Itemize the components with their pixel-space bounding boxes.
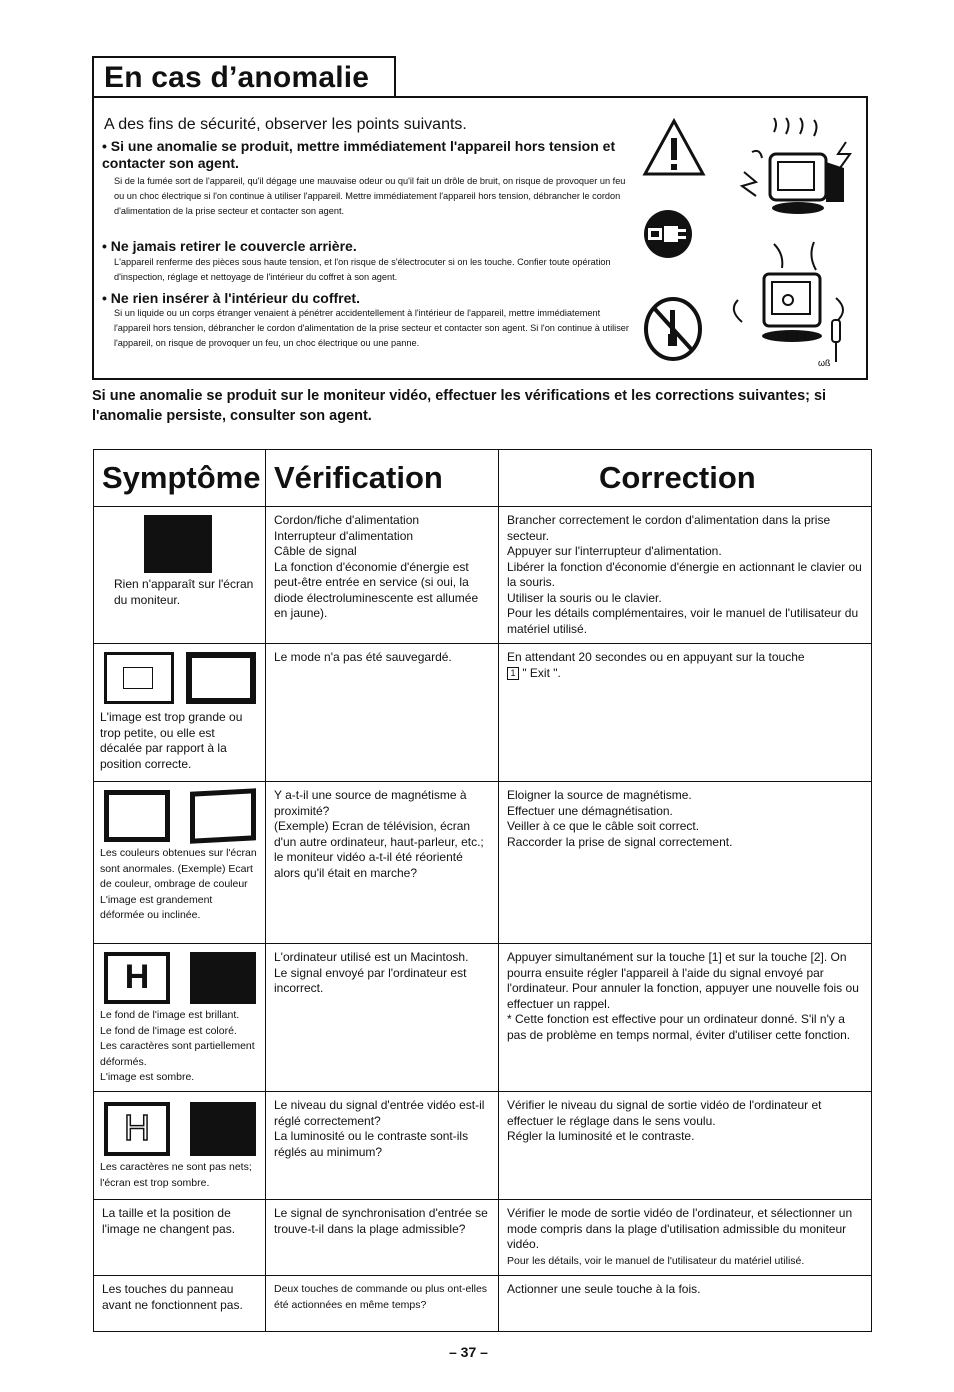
verification-text: Le niveau du signal d'entrée vidéo est-il réglé correctement? La luminosité ou le contraste sont-ils réglés au minimum? — [274, 1098, 485, 1159]
title-box — [92, 56, 396, 98]
correction-text: Vérifier le mode de sortie vidéo de l'ordinateur, et sélectionner un mode compris dans la plage d'utilisation admissible du moniteur vidéo. — [507, 1206, 853, 1251]
symptom-text: Les touches du panneau avant ne fonctionnent pas. — [102, 1282, 243, 1312]
small-image-screen-icon — [104, 652, 174, 704]
dark-screen-icon — [190, 952, 256, 1004]
symptom-text: Les caractères ne sont pas nets; l'écran est trop sombre. — [100, 1161, 252, 1189]
correction-text: Eloigner la source de magnétisme. Effectuer une démagnétisation. Veiller à ce que le câble soit correct. Raccorder la prise de signal correctement. — [507, 788, 733, 849]
table-row — [94, 782, 872, 944]
safety-item-1-head: • Si une anomalie se produit, mettre immédiatement l'appareil hors tension et contacter son agent. — [102, 138, 616, 171]
unplug-icon — [642, 208, 694, 260]
safety-item-2-head: • Ne jamais retirer le couvercle arrière. — [102, 238, 357, 254]
verification-text: L'ordinateur utilisé est un Macintosh. Le signal envoyé par l'ordinateur est incorrect. — [274, 950, 469, 995]
table-row — [94, 1092, 872, 1200]
symptom-text: Le fond de l'image est brillant. Le fond de l'image est coloré. Les caractères sont partiellement déformés. L'image est sombre. — [100, 1009, 255, 1083]
symptom-text: Les couleurs obtenues sur l'écran sont anormales. (Exemple) Ecart de couleur, ombrage de couleur L'image est grandement déformée ou inclinée. — [100, 847, 257, 921]
monitor-screwdriver-illustration — [714, 238, 864, 378]
smudge-text: ωß — [818, 358, 831, 368]
safety-intro: A des fins de sécurité, observer les points suivants. — [104, 116, 467, 133]
verification-text: Cordon/fiche d'alimentation Interrupteur d'alimentation Câble de signal La fonction d'économie d'énergie est peut-être entrée en service (si oui, la diode électroluminescente est allumée en jaune). — [274, 513, 479, 620]
warning-triangle-icon — [642, 118, 706, 178]
blank-screen-icon — [144, 515, 212, 573]
correction-text: Appuyer simultanément sur la touche [1] et sur la touche [2]. On pourra ensuite régler l'appareil à l'aide du signal envoyé par l'ordinateur. Pour annuler la fonction, appuyer une nouvelle fois ou effectuer un rappel. * Cette fonction est effective pour un ordinateur donné. S'il n'y a pas de problème en temps normal, éviter d'utiliser cette fonction. — [507, 950, 859, 1042]
bright-h-screen-icon — [104, 952, 170, 1004]
table-row — [94, 507, 872, 644]
verification-text: Deux touches de commande ou plus ont-elles été actionnées en même temps? — [274, 1283, 488, 1311]
prohibition-icon — [642, 296, 704, 362]
safety-item-3-head: • Ne rien insérer à l'intérieur du coffret. — [102, 290, 360, 306]
blurry-h-screen-icon — [104, 1102, 170, 1156]
h-letter: H — [124, 1107, 150, 1148]
color-fringe-screen-icon — [104, 790, 170, 842]
verification-text: Y a-t-il une source de magnétisme à proximité? (Exemple) Ecran de télévision, écran d'un autre ordinateur, haut-parleur, etc.; le moniteur vidéo a-t-il été réorienté alors qu'il était en marche? — [274, 788, 484, 880]
safety-item-2-body: L'appareil renferme des pièces sous haute tension, et l'on risque de s'électrocuter si on les touche. Confier toute opération d'inspection, réglage et nettoyage de l'intérieur du coffret à son agent. — [114, 257, 611, 282]
table-header-row — [94, 450, 872, 507]
notice-text: Si une anomalie se produit sur le moniteur vidéo, effectuer les vérifications et les corrections suivantes; si l'anomalie persiste, consulter son agent. — [92, 388, 827, 424]
correction-cell — [499, 644, 871, 687]
table-row — [94, 944, 872, 1092]
header-correction: Correction — [499, 450, 872, 507]
key-1-icon: 1 — [507, 667, 519, 680]
troubleshooting-table — [93, 449, 872, 1332]
correction-text: Brancher correctement le cordon d'alimentation dans la prise secteur. Appuyer sur l'interrupteur d'alimentation. Libérer la fonction d'économie d'énergie en actionnant le clavier ou la souris. Utiliser la souris ou le clavier. Pour les détails complémentaires, voir le manuel de l'utilisateur du matériel utilisé. — [507, 513, 862, 636]
correction-text: Actionner une seule touche à la fois. — [507, 1282, 701, 1296]
header-symptom: Symptôme — [94, 450, 266, 507]
correction-tail: " Exit ". — [519, 665, 561, 680]
tilted-screen-icon — [190, 788, 256, 843]
verification-text: Le mode n'a pas été sauvegardé. — [274, 650, 452, 664]
blank-screen-icon-wrap — [94, 507, 265, 577]
correction-note: Pour les détails, voir le manuel de l'utilisateur du matériel utilisé. — [507, 1254, 805, 1267]
table-row — [94, 1276, 872, 1332]
safety-box — [92, 96, 868, 380]
correction-text: Vérifier le niveau du signal de sortie vidéo de l'ordinateur et effectuer le réglage dans le sens voulu. Régler la luminosité et le contraste. — [507, 1098, 822, 1143]
verification-text: Le signal de synchronisation d'entrée se trouve-t-il dans la plage admissible? — [274, 1206, 488, 1236]
symptom-text: La taille et la position de l'image ne changent pas. — [102, 1206, 236, 1236]
correction-text: En attendant 20 secondes ou en appuyant sur la touche — [507, 650, 805, 664]
page-number: – 37 – — [449, 1344, 488, 1360]
page-title: En cas d’anomalie — [104, 61, 370, 94]
h-letter: H — [124, 958, 150, 996]
correction-cell — [499, 1200, 871, 1275]
symptom-text: L'image est trop grande ou trop petite, ou elle est décalée par rapport à la position correcte. — [100, 710, 243, 771]
dark-screen-icon — [190, 1102, 256, 1156]
smoking-monitor-illustration — [734, 112, 864, 232]
table-row — [94, 1200, 872, 1276]
table-row — [94, 644, 872, 782]
safety-item-3-body: Si un liquide ou un corps étranger venaient à pénétrer accidentellement à l'intérieur de l'appareil, mettre immédiatement l'appareil hors tension, débrancher le cordon d'alimentation de la prise secteur et contacter son agent. Si l'on continue à utiliser l'appareil, on risque de provoquer un feu, un choc électrique ou une panne. — [114, 308, 629, 348]
header-verification: Vérification — [266, 450, 499, 507]
large-image-screen-icon — [186, 652, 256, 704]
symptom-text: Rien n'apparaît sur l'écran du moniteur. — [114, 577, 254, 607]
safety-item-1-body: Si de la fumée sort de l'appareil, qu'il dégage une mauvaise odeur ou qu'il fait un drôle de bruit, on risque de provoquer un feu ou un choc électrique si l'on continue à utiliser l'appareil. Mettre immédiatement l'appareil hors tension, débrancher le cordon d'alimentation de la prise secteur et contacter son agent. — [114, 176, 626, 216]
